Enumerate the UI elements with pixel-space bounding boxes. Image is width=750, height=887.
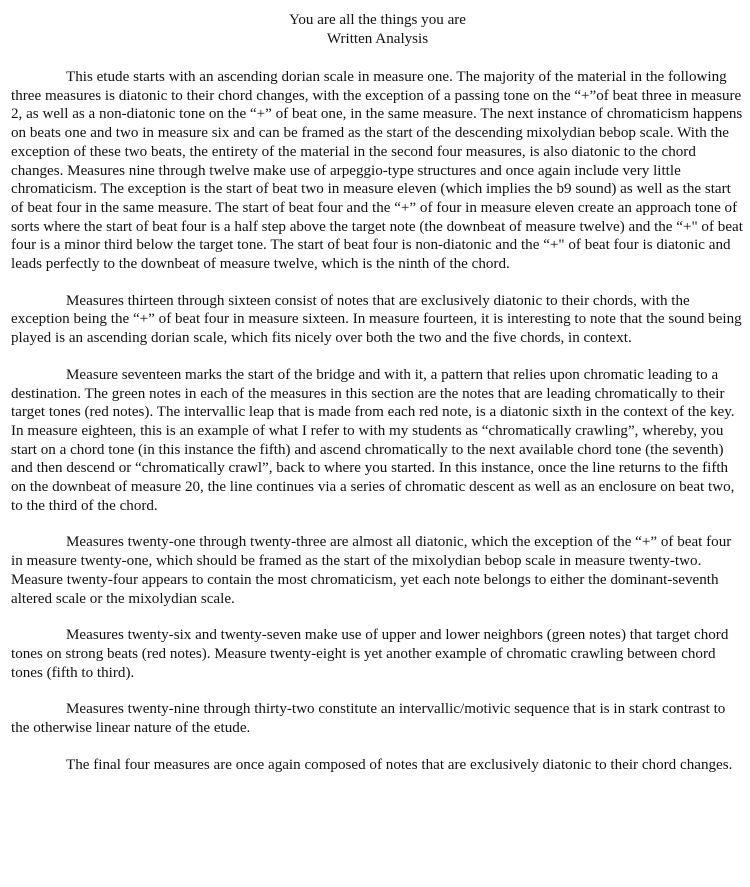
paragraph: Measures thirteen through sixteen consist of notes that are exclusively diatonic to their chords, with the exception being the “+” of beat four in measure sixteen. In measure fourteen, it is interesting to note that the sound being played is an ascending dorian scale, which fits nicely over both the two and the five chords, in context. (11, 292, 742, 347)
paragraph: This etude starts with an ascending dorian scale in measure one. The majority of the material in the following three measures is diatonic to their chord changes, with the exception of a passing tone on the “+”of beat three in measure 2, as well as a non-diatonic tone on the “+” of beat one, in the same measure. The next instance of chromaticism happens on beats one and two in measure six and can be framed as the start of the descending mixolydian bebop scale. With the exception of these two beats, the entirety of the material in the second four measures, is also diatonic to the chord changes. Measures nine through twelve make use of arpeggio-type structures and once again include very little chromaticism. The exception is the start of beat two in measure eleven (which implies the b9 sound) as well as the start of beat four in the same measure. The start of beat four and the “+” of four in measure eleven create an approach tone of sorts where the start of beat four is a half step above the target note (the downbeat of measure twelve) and the “+" of beat four is a minor third below the target tone. The start of beat four is non-diatonic and the “+" of beat four is diatonic and leads perfectly to the downbeat of measure twelve, which is the ninth of the chord. (11, 69, 743, 273)
document-subtitle: Written Analysis (326, 31, 429, 47)
document-title: You are all the things you are (288, 12, 467, 28)
paragraph: Measure seventeen marks the start of the bridge and with it, a pattern that relies upon chromatic leading to a destination. The green notes in each of the measures in this section are the notes that are leading chromatically to their target tones (red notes). The intervallic leap that is made from each red note, is a diatonic sixth in the context of the key. In measure eighteen, this is an example of what I refer to with my students as “chromatically crawling”, whereby, you start on a chord tone (in this instance the fifth) and ascend chromatically to the next available chord tone (the seventh) and then descend or “chromatically crawl”, back to where you started. In this instance, once the line returns to the fifth on the downbeat of measure 20, the line continues via a series of chromatic descent as well as an enclosure on beat two, to the third of the chord. (11, 366, 735, 514)
paragraph: Measures twenty-nine through thirty-two constitute an intervallic/motivic sequence that is in stark contrast to the otherwise linear nature of the etude. (11, 701, 726, 737)
title-block (11, 11, 744, 49)
paragraph: Measures twenty-one through twenty-three are almost all diatonic, which the exception of the “+” of beat four in measure twenty-one, which should be framed as the start of the mixolydian bebop scale in measure twenty-two. Measure twenty-four appears to contain the most chromaticism, yet each note belongs to either the dominant-seventh altered scale or the mixolydian scale. (11, 534, 732, 607)
paragraph: Measures twenty-six and twenty-seven make use of upper and lower neighbors (green notes) that target chord tones on strong beats (red notes). Measure twenty-eight is yet another example of chromatic crawling between chord tones (fifth to third). (11, 627, 729, 681)
paragraph: The final four measures are once again composed of notes that are exclusively diatonic to their chord changes. (66, 756, 733, 773)
